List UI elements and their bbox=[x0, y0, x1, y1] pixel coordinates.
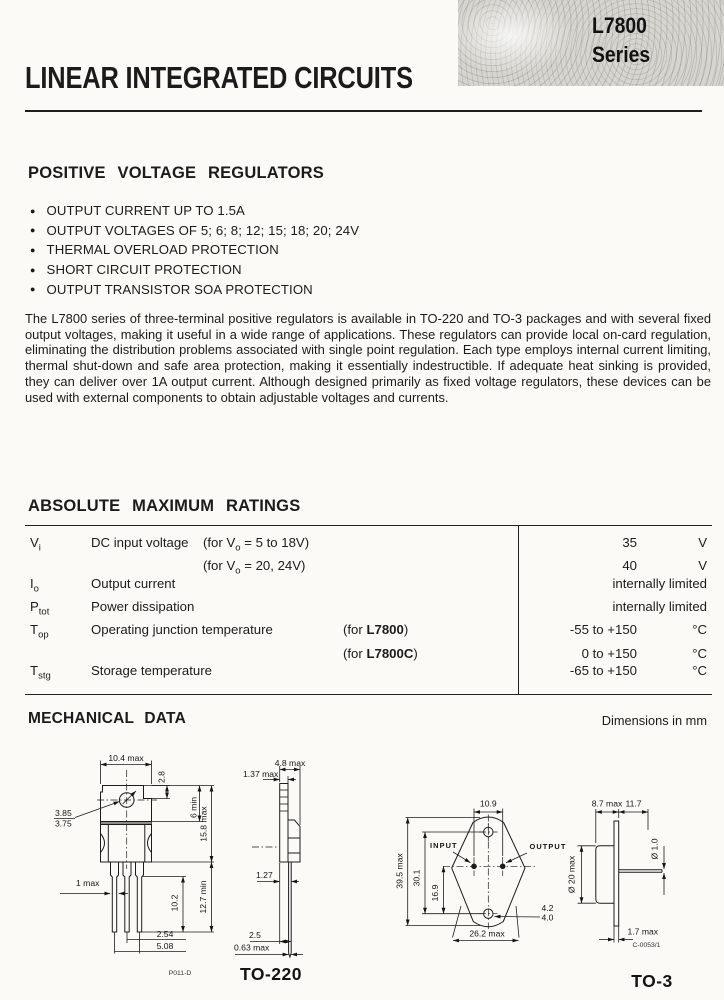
symbol-cell: $T_{op}$ bbox=[30, 622, 49, 641]
symbol-cell: $P_{tot}$ bbox=[30, 599, 50, 618]
dim-label: 6 min bbox=[188, 796, 199, 818]
description-cell: Operating junction temperature (for L7800) bbox=[91, 622, 409, 638]
dim-label: 26.2 max bbox=[469, 928, 505, 939]
dim-label: 1.7 max bbox=[627, 926, 659, 937]
to3-side-view bbox=[596, 821, 662, 926]
features-list bbox=[30, 201, 359, 300]
unit-cell: V bbox=[698, 535, 707, 550]
to220-front-dimensions bbox=[54, 753, 214, 977]
unit-cell: °C bbox=[692, 663, 707, 679]
dim-label: 1.37 max bbox=[243, 769, 279, 779]
dim-label: 5.08 bbox=[156, 941, 174, 951]
dim-label: 11.7 bbox=[625, 798, 642, 809]
ratings-heading: ABSOLUTE MAXIMUM RATINGS bbox=[28, 497, 301, 515]
feature-item: ● OUTPUT CURRENT UP TO 1.5A bbox=[30, 201, 359, 221]
value-cell: 0 to +150 bbox=[581, 645, 637, 661]
series-line2: Series bbox=[592, 42, 651, 67]
description-cell: (for L7800C) bbox=[343, 645, 418, 661]
table-row bbox=[25, 645, 712, 663]
dim-label: 10.2 bbox=[169, 894, 180, 912]
dim-label: 8.7 max bbox=[591, 798, 623, 809]
dimensions-note: Dimensions in mm bbox=[601, 713, 707, 728]
dim-label: 3.75 bbox=[55, 818, 72, 829]
table-row bbox=[25, 534, 712, 557]
symbol-cell: $I_o$ bbox=[30, 575, 39, 595]
value-cell: 35 bbox=[622, 535, 637, 550]
table-row bbox=[25, 662, 712, 685]
dim-label: Ø 1.0 bbox=[649, 838, 660, 860]
drawing-code: C-0053/1 bbox=[632, 942, 661, 949]
dim-label: 30.1 bbox=[411, 869, 422, 887]
symbol-cell bbox=[25, 645, 91, 663]
drawing-code: P011-D bbox=[168, 970, 192, 977]
series-badge bbox=[458, 0, 724, 86]
unit-cell: V bbox=[698, 558, 707, 574]
dim-label: 4.0 bbox=[541, 912, 554, 923]
description-cell: Power dissipation bbox=[91, 599, 195, 615]
value-cell: -55 to +150 bbox=[569, 622, 637, 638]
unit-cell: °C bbox=[692, 645, 707, 661]
table-divider bbox=[518, 526, 519, 694]
mechanical-heading: MECHANICAL DATA bbox=[28, 710, 186, 727]
dim-label: 2.5 bbox=[249, 930, 261, 940]
mechanical-drawings bbox=[0, 740, 724, 1000]
description-cell: (for $V_o = 20$, 24V) bbox=[203, 558, 306, 577]
table-row bbox=[25, 575, 712, 598]
description-paragraph: The L7800 series of three-terminal positive regulators is available in TO-220 and TO-3 packages and with several fixed output voltages, making it useful in a wide range of applications. These regulators can provide local on-card regulation, eliminating the distribution problems associated with single point regulation. Each type employs internal current limiting, thermal shut-down and safe area protection, making it essentially indestructible. If adequate heat sinking is provided, they can deliver over 1A output current. Although designed primarily as fixed voltage regulators, these devices can be used with external components to obtain adjustable voltages and currents. bbox=[25, 311, 711, 405]
symbol-cell bbox=[25, 557, 91, 575]
features-heading: POSITIVE VOLTAGE REGULATORS bbox=[28, 164, 324, 182]
series-name bbox=[592, 11, 650, 69]
dim-label: 1 max bbox=[76, 878, 100, 888]
title-divider bbox=[25, 110, 702, 112]
dim-label: 4.2 bbox=[541, 903, 554, 913]
page-title: LINEAR INTEGRATED CIRCUITS bbox=[25, 60, 413, 95]
to220-side-dimensions bbox=[234, 758, 306, 984]
value-cell: internally limited bbox=[612, 599, 707, 615]
series-line1: L7800 bbox=[592, 13, 647, 38]
package-label: TO-3 bbox=[631, 971, 673, 991]
feature-item: ● OUTPUT VOLTAGES OF 5; 6; 8; 12; 15; 18; 20; 24V bbox=[30, 221, 359, 241]
table-row bbox=[25, 557, 712, 575]
dim-label: 16.9 bbox=[430, 884, 440, 902]
to220-front-view bbox=[97, 770, 157, 932]
feature-item: ● THERMAL OVERLOAD PROTECTION bbox=[30, 240, 359, 260]
dim-label: Ø 20 max bbox=[566, 855, 577, 894]
input-pin-label: INPUT bbox=[430, 841, 458, 850]
to3-side-dimensions bbox=[567, 799, 673, 992]
feature-item: ● SHORT CIRCUIT PROTECTION bbox=[30, 260, 359, 280]
table-row bbox=[25, 621, 712, 644]
dim-label: 0.63 max bbox=[234, 942, 270, 953]
dim-label: 1.27 bbox=[256, 870, 273, 880]
value-cell: internally limited bbox=[612, 575, 707, 591]
dim-label: 39.5 max bbox=[394, 853, 405, 889]
dim-label: 2.54 bbox=[156, 929, 174, 939]
feature-item: ● OUTPUT TRANSISTOR SOA PROTECTION bbox=[30, 280, 359, 300]
description-cell: Storage temperature bbox=[91, 663, 212, 679]
unit-cell: °C bbox=[692, 622, 707, 638]
description-cell: Output current bbox=[91, 575, 176, 591]
symbol-cell: $T_{stg}$ bbox=[30, 663, 51, 682]
dim-label: 15.8 max bbox=[198, 806, 209, 842]
symbol-cell: $V_i$ bbox=[30, 535, 41, 554]
dim-label: 4.8 max bbox=[274, 758, 306, 768]
value-cell: -65 to +150 bbox=[569, 663, 637, 679]
table-row bbox=[25, 598, 712, 621]
value-cell: 40 bbox=[622, 558, 637, 574]
dim-label: 10.9 bbox=[479, 798, 497, 809]
description-cell: DC input voltage (for $V_o = 5$ to 18V) bbox=[91, 535, 310, 554]
dim-label: 10.4 max bbox=[108, 753, 144, 763]
dim-label: 2.8 bbox=[156, 771, 167, 783]
dim-label: 12.7 min bbox=[198, 880, 208, 914]
to3-front-dimensions bbox=[395, 799, 567, 941]
package-label: TO-220 bbox=[239, 964, 303, 984]
dim-label: 3.85 bbox=[55, 808, 72, 818]
ratings-table bbox=[25, 525, 712, 695]
output-pin-label: OUTPUT bbox=[529, 842, 567, 851]
